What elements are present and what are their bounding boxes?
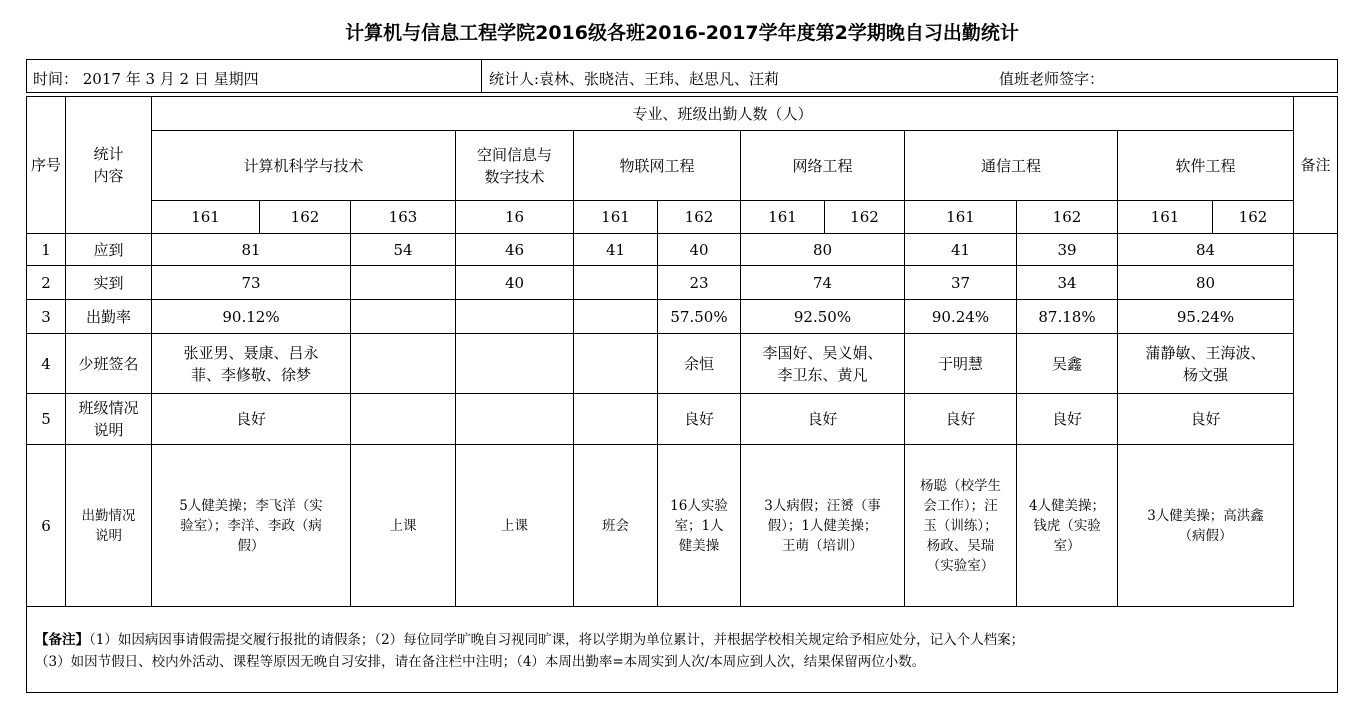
content-header: 统计 内容 (66, 97, 152, 234)
table-cell (574, 300, 658, 334)
class-cell: 162 (658, 201, 741, 234)
major-network: 网络工程 (741, 131, 905, 201)
table-cell: 34 (1017, 266, 1118, 300)
class-cell: 161 (152, 201, 260, 234)
row-label: 少班签名 (66, 334, 152, 394)
class-cell: 163 (351, 201, 456, 234)
table-cell: 95.24% (1118, 300, 1294, 334)
table-cell: 良好 (152, 394, 351, 445)
table-cell (574, 334, 658, 394)
seq-header: 序号 (27, 97, 66, 234)
row-number: 6 (27, 445, 66, 607)
table-cell (574, 394, 658, 445)
table-cell (456, 394, 574, 445)
major-spatial: 空间信息与 数字技术 (456, 131, 574, 201)
class-cell: 161 (741, 201, 825, 234)
table-cell: 良好 (741, 394, 905, 445)
major-comm: 通信工程 (905, 131, 1118, 201)
table-cell: 李国好、吴义娟、 李卫东、黄凡 (741, 334, 905, 394)
footer-notes (26, 607, 1338, 693)
row-number: 1 (27, 234, 66, 266)
table-cell: 上课 (456, 445, 574, 607)
table-cell (351, 300, 456, 334)
row-number: 4 (27, 334, 66, 394)
table-cell: 16人实验 室；1人 健美操 (658, 445, 741, 607)
table-cell: 40 (658, 234, 741, 266)
table-cell: 46 (456, 234, 574, 266)
class-cell: 161 (574, 201, 658, 234)
table-row (27, 334, 1338, 394)
class-cell: 162 (825, 201, 905, 234)
table-cell: 87.18% (1017, 300, 1118, 334)
table-cell: 73 (152, 266, 351, 300)
table-cell: 74 (741, 266, 905, 300)
page-title: 计算机与信息工程学院2016级各班2016-2017学年度第2学期晚自习出勤统计 (345, 22, 1019, 44)
table-cell: 吴鑫 (1017, 334, 1118, 394)
class-cell: 162 (1213, 201, 1294, 234)
row-label: 实到 (66, 266, 152, 300)
table-cell: 90.12% (152, 300, 351, 334)
table-cell: 39 (1017, 234, 1118, 266)
stat-people-text: 统计人:袁林、张晓洁、王玮、赵思凡、汪莉 (489, 70, 780, 88)
remark-cell (1294, 234, 1338, 607)
table-cell: 良好 (658, 394, 741, 445)
info-bar (26, 59, 1338, 93)
date-text: 时间： 2017 年 3 月 2 日 星期四 (33, 70, 259, 88)
row-number: 3 (27, 300, 66, 334)
footer-line1: （1）如因病因事请假需提交履行报批的请假条；（2）每位同学旷晚自习视同旷课，将以学期为单位累计，并根据学校相关规定给予相应处分，记入个人档案； (89, 632, 1025, 648)
major-iot: 物联网工程 (574, 131, 741, 201)
header-row-group (27, 97, 1338, 131)
row-number: 2 (27, 266, 66, 300)
table-row (27, 394, 1338, 445)
table-cell: 3人健美操；高洪鑫 （病假） (1118, 445, 1294, 607)
table-cell (351, 266, 456, 300)
header-row-majors (27, 131, 1338, 201)
class-cell: 16 (456, 201, 574, 234)
table-cell: 蒲静敏、王海波、 杨文强 (1118, 334, 1294, 394)
group-header: 专业、班级出勤人数（人） (152, 97, 1294, 131)
row-label: 出勤情况 说明 (66, 445, 152, 607)
table-cell: 90.24% (905, 300, 1017, 334)
table-cell: 81 (152, 234, 351, 266)
table-cell: 84 (1118, 234, 1294, 266)
row-number: 5 (27, 394, 66, 445)
table-cell: 80 (1118, 266, 1294, 300)
table-cell: 4人健美操； 钱虎（实验 室） (1017, 445, 1118, 607)
major-software: 软件工程 (1118, 131, 1294, 201)
table-cell (456, 300, 574, 334)
table-cell: 37 (905, 266, 1017, 300)
table-cell (351, 394, 456, 445)
class-cell: 161 (1118, 201, 1213, 234)
table-cell: 41 (905, 234, 1017, 266)
class-cell: 162 (260, 201, 351, 234)
table-cell: 班会 (574, 445, 658, 607)
table-cell: 57.50% (658, 300, 741, 334)
info-divider (481, 60, 482, 92)
footer-label: 【备注】 (35, 632, 89, 648)
footer-line2: （3）如因节假日、校内外活动、课程等原因无晚自习安排，请在备注栏中注明；（4）本周出勤率=本周实到人次/本周应到人次，结果保留两位小数。 (35, 654, 926, 670)
row-label: 应到 (66, 234, 152, 266)
table-cell (351, 334, 456, 394)
table-cell: 杨聪（校学生 会工作）；汪 玉（训练）； 杨政、吴瑞 （实验室） (905, 445, 1017, 607)
table-cell: 于明慧 (905, 334, 1017, 394)
table-row (27, 234, 1338, 266)
teacher-sign-label: 值班老师签字： (999, 70, 1105, 88)
table-cell: 5人健美操；李飞洋（实 验室）；李洋、李政（病 假） (152, 445, 351, 607)
class-cell: 161 (905, 201, 1017, 234)
table-cell: 54 (351, 234, 456, 266)
table-cell: 92.50% (741, 300, 905, 334)
table-cell (456, 334, 574, 394)
attendance-table (26, 96, 1338, 607)
table-cell (574, 266, 658, 300)
table-cell: 余恒 (658, 334, 741, 394)
table-cell: 良好 (905, 394, 1017, 445)
table-cell: 良好 (1017, 394, 1118, 445)
table-cell: 41 (574, 234, 658, 266)
row-label: 出勤率 (66, 300, 152, 334)
table-row (27, 445, 1338, 607)
table-cell: 23 (658, 266, 741, 300)
table-cell: 良好 (1118, 394, 1294, 445)
table-cell: 3人病假；汪赟（事 假）；1人健美操； 王萌（培训） (741, 445, 905, 607)
table-cell: 上课 (351, 445, 456, 607)
table-cell: 80 (741, 234, 905, 266)
header-row-classes (27, 201, 1338, 234)
row-label: 班级情况 说明 (66, 394, 152, 445)
table-cell: 张亚男、聂康、吕永 菲、李修敬、徐梦 (152, 334, 351, 394)
table-row (27, 300, 1338, 334)
class-cell: 162 (1017, 201, 1118, 234)
table-cell: 40 (456, 266, 574, 300)
table-row (27, 266, 1338, 300)
remark-header: 备注 (1294, 97, 1338, 234)
major-cs: 计算机科学与技术 (152, 131, 456, 201)
